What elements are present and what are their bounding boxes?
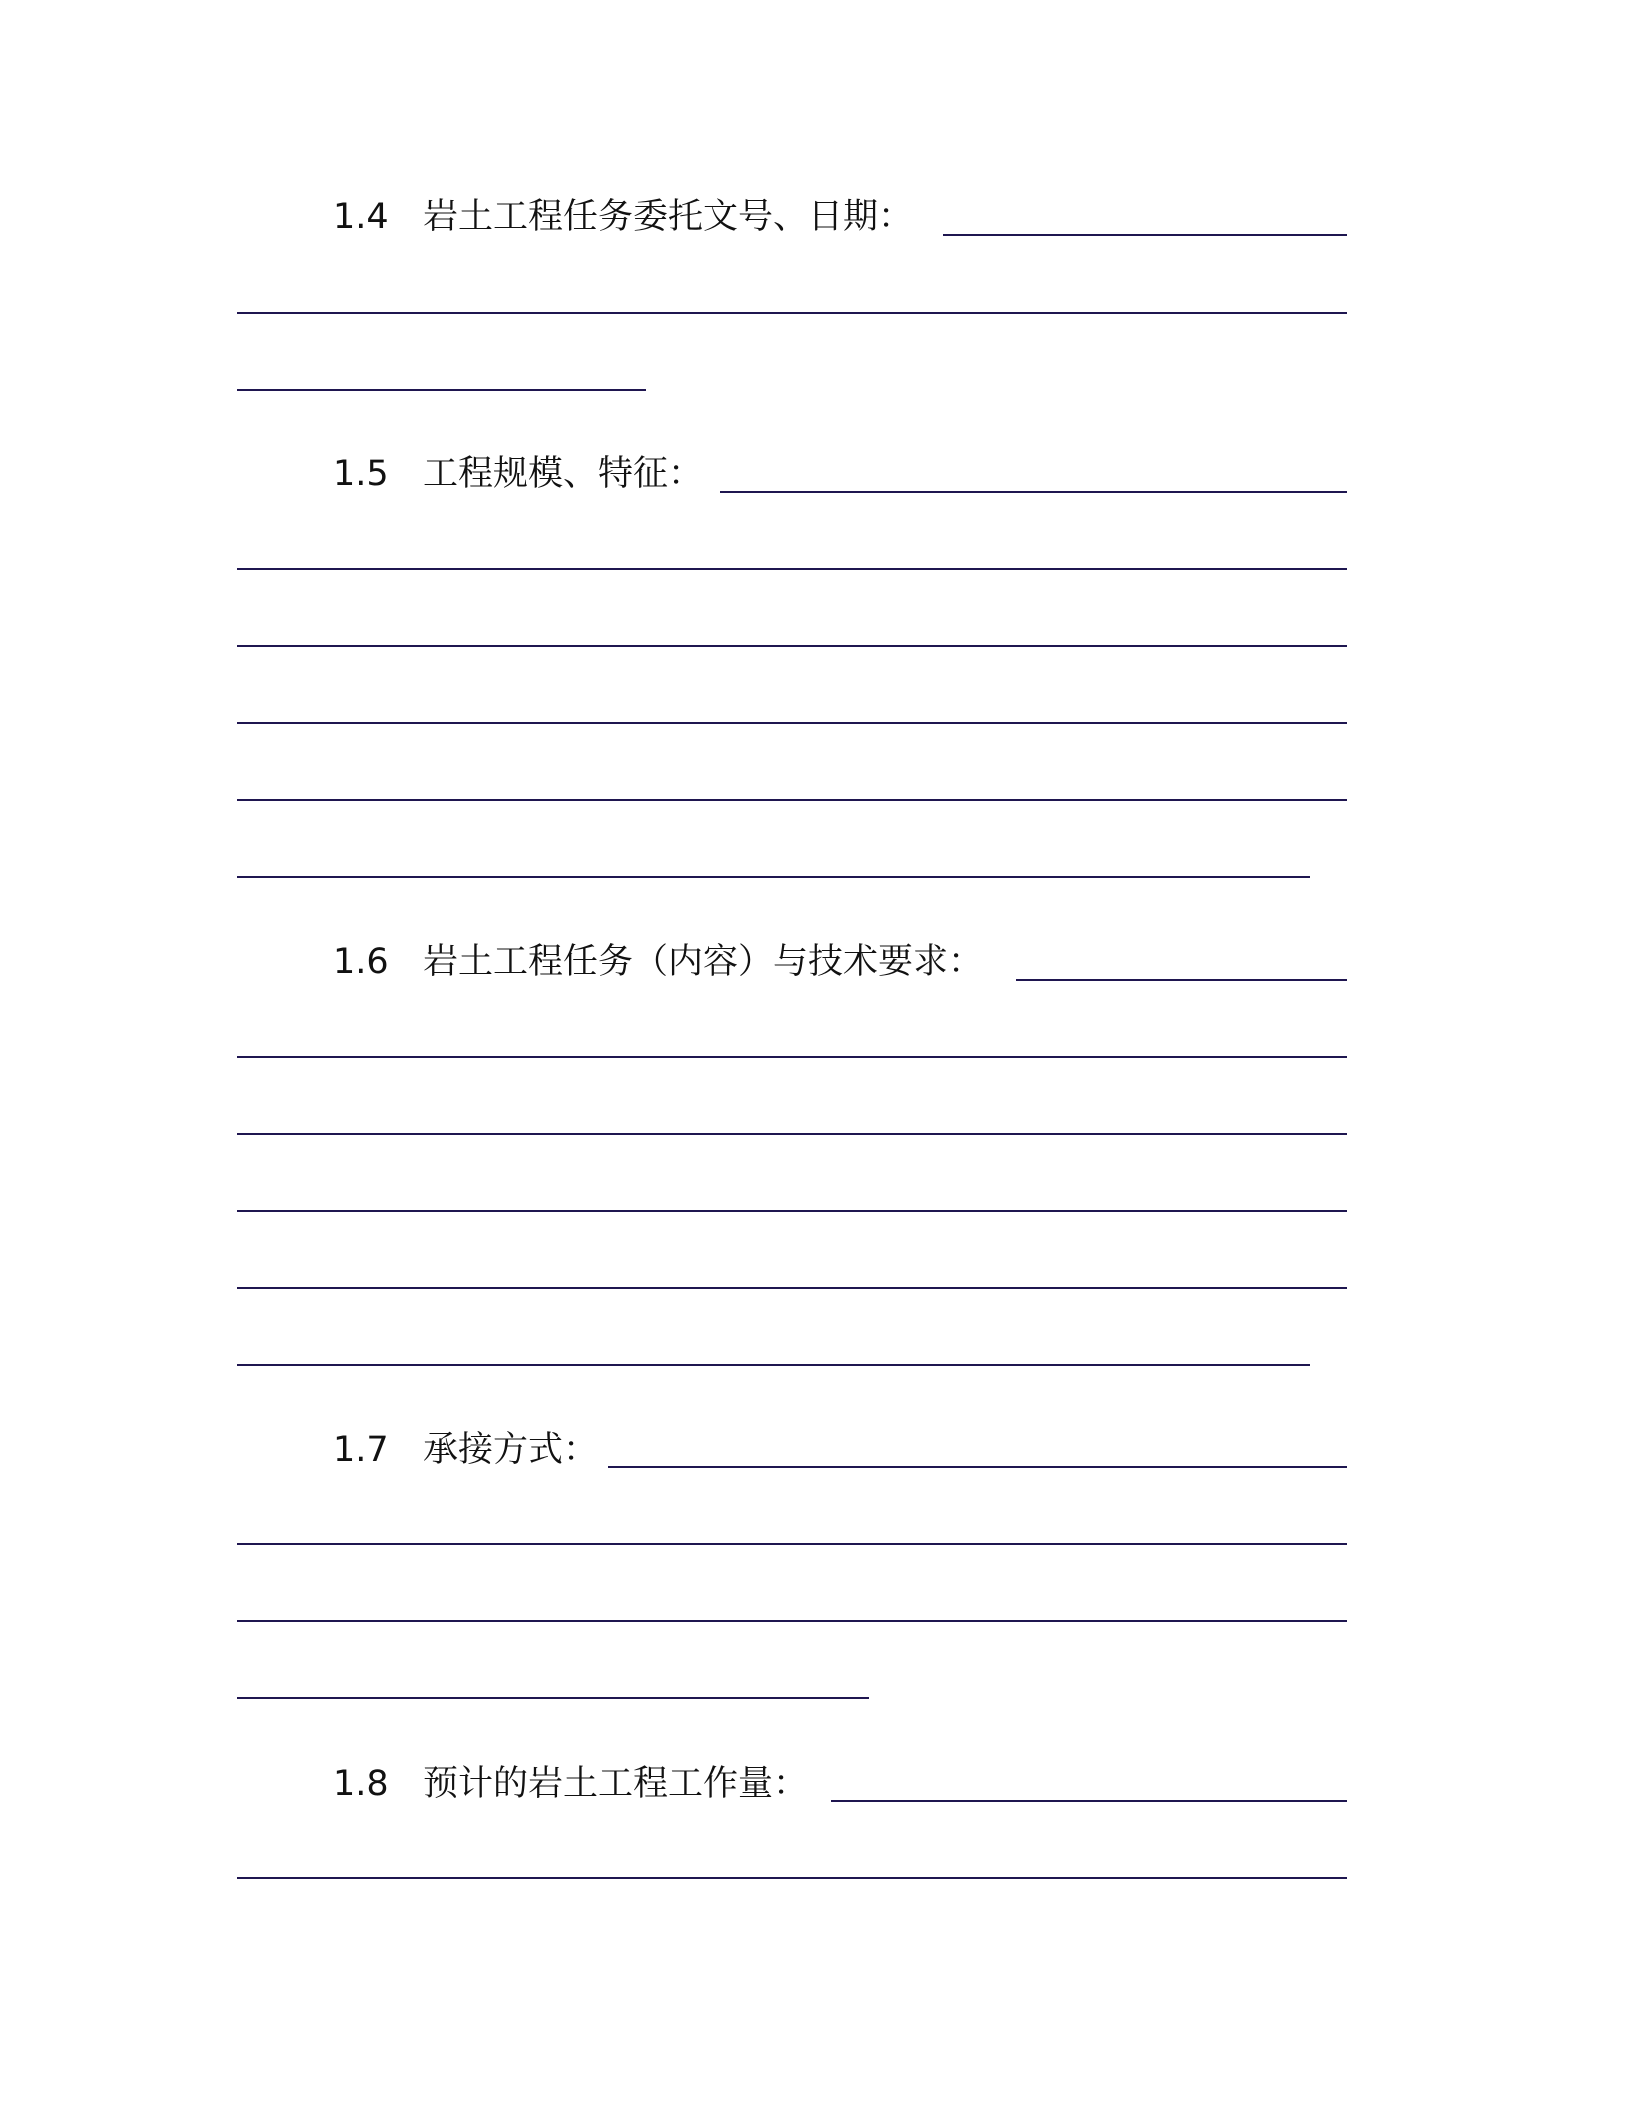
section-title: 岩土工程任务委托文号、日期： <box>423 197 914 237</box>
fill-line[interactable] <box>831 1800 1347 1802</box>
fill-line[interactable] <box>237 1697 869 1699</box>
fill-line[interactable] <box>237 1056 1347 1058</box>
fill-line[interactable] <box>237 568 1347 570</box>
fill-line[interactable] <box>943 234 1347 236</box>
section-number: 1.6 <box>333 942 389 982</box>
fill-line[interactable] <box>1016 979 1347 981</box>
fill-line[interactable] <box>237 1133 1347 1135</box>
section-heading-1-4 <box>333 193 913 241</box>
fill-line[interactable] <box>237 1543 1347 1545</box>
fill-line[interactable] <box>237 389 646 391</box>
fill-line[interactable] <box>237 1287 1347 1289</box>
fill-line[interactable] <box>237 1210 1347 1212</box>
section-title: 岩土工程任务（内容）与技术要求： <box>423 942 984 982</box>
section-title: 承接方式： <box>423 1430 599 1470</box>
fill-line[interactable] <box>237 312 1347 314</box>
section-heading-1-8 <box>333 1760 808 1808</box>
section-heading-1-5 <box>333 450 703 498</box>
section-number: 1.4 <box>333 197 389 237</box>
section-heading-1-6 <box>333 938 983 986</box>
fill-line[interactable] <box>237 876 1310 878</box>
fill-line[interactable] <box>237 645 1347 647</box>
fill-line[interactable] <box>608 1466 1347 1468</box>
fill-line[interactable] <box>237 799 1347 801</box>
fill-line[interactable] <box>237 1364 1310 1366</box>
section-title: 工程规模、特征： <box>423 454 704 494</box>
section-number: 1.5 <box>333 454 389 494</box>
section-title: 预计的岩土工程工作量： <box>423 1764 809 1804</box>
fill-line[interactable] <box>237 1620 1347 1622</box>
section-number: 1.8 <box>333 1764 389 1804</box>
section-number: 1.7 <box>333 1430 389 1470</box>
fill-line[interactable] <box>237 722 1347 724</box>
fill-line[interactable] <box>237 1877 1347 1879</box>
fill-line[interactable] <box>720 491 1347 493</box>
section-heading-1-7 <box>333 1426 598 1474</box>
